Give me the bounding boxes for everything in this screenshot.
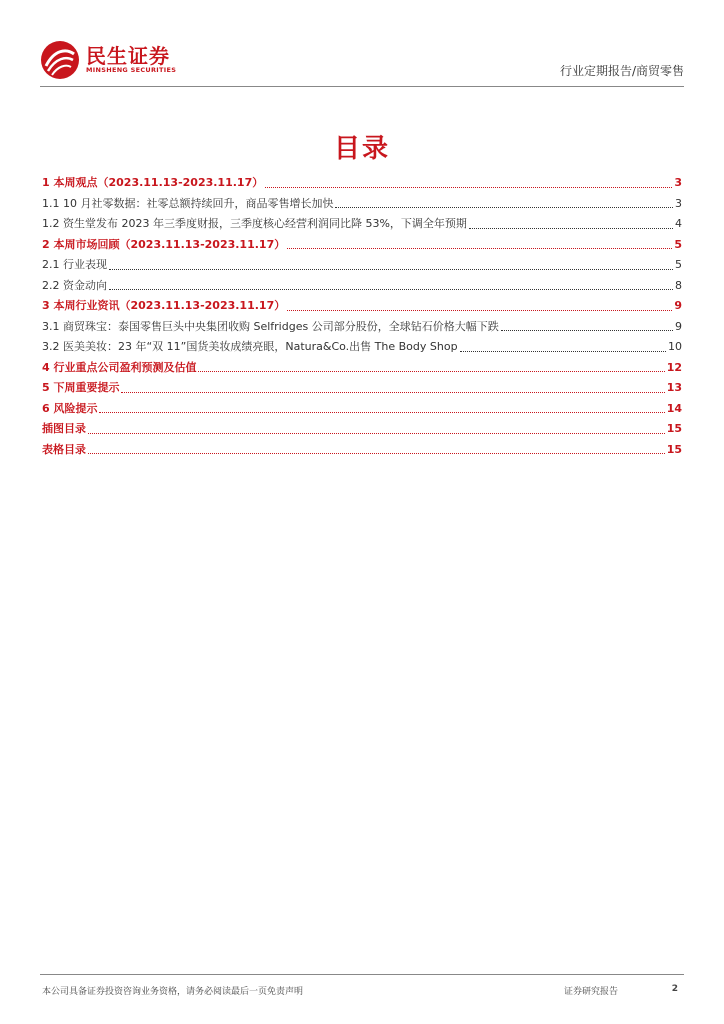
toc-entry-page: 13 xyxy=(666,381,682,394)
toc-entry[interactable] xyxy=(42,174,682,195)
toc-entry[interactable] xyxy=(42,379,682,400)
toc-leader-dots xyxy=(109,289,673,290)
toc-entry-title: 1.1 10 月社零数据：社零总额持续回升，商品零售增长加快 xyxy=(42,196,334,210)
table-of-contents xyxy=(42,174,682,461)
toc-entry[interactable] xyxy=(42,359,682,380)
toc-leader-dots xyxy=(121,392,664,393)
toc-entry[interactable] xyxy=(42,400,682,421)
logo-name-en: MINSHENG SECURITIES xyxy=(86,66,177,74)
toc-entry-title: 6 风险提示 xyxy=(42,401,98,415)
page-header xyxy=(40,36,684,86)
toc-entry-title: 5 下周重要提示 xyxy=(42,381,120,394)
toc-entry-page: 12 xyxy=(666,360,682,374)
toc-leader-dots xyxy=(287,310,672,311)
toc-leader-dots xyxy=(460,351,666,352)
toc-entry[interactable] xyxy=(42,195,682,216)
toc-leader-dots xyxy=(469,228,673,229)
toc-entry-title: 3.2 医美美妆：23 年“双 11”国货美妆成绩亮眼，Natura&Co.出售 The Body Shop xyxy=(42,340,458,353)
toc-leader-dots xyxy=(99,412,664,413)
toc-leader-dots xyxy=(501,330,673,331)
logo-name-cn: 民生证券 xyxy=(86,44,170,68)
footer-doc-type: 证券研究报告 xyxy=(564,987,619,997)
toc-leader-dots xyxy=(335,207,673,208)
toc-entry-page: 5 xyxy=(674,237,682,251)
toc-entry-page: 3 xyxy=(675,196,682,210)
toc-entry-title: 4 行业重点公司盈利预测及估值 xyxy=(42,360,197,374)
toc-entry-title: 插图目录 xyxy=(42,422,86,435)
toc-entry-page: 14 xyxy=(666,401,682,415)
header-divider xyxy=(40,86,684,87)
toc-leader-dots xyxy=(287,248,672,249)
footer-page-number: 2 xyxy=(671,984,678,994)
toc-entry-title: 3.1 商贸珠宝：泰国零售巨头中央集团收购 Selfridges 公司部分股份，全球钻石价格大幅下跌 xyxy=(42,319,499,333)
report-type-label: 行业定期报告/商贸零售 xyxy=(559,64,684,78)
toc-leader-dots xyxy=(88,433,665,434)
toc-entry-page: 3 xyxy=(674,176,682,189)
toc-entry-page: 4 xyxy=(675,217,682,230)
toc-entry-title: 2.2 资金动向 xyxy=(42,278,107,292)
toc-title: 目录 xyxy=(333,134,390,164)
toc-entry[interactable] xyxy=(42,338,682,359)
toc-entry-title: 2 本周市场回顾（2023.11.13-2023.11.17） xyxy=(42,237,286,251)
toc-entry-title: 1 本周观点（2023.11.13-2023.11.17） xyxy=(42,176,264,189)
toc-entry-title: 3 本周行业资讯（2023.11.13-2023.11.17） xyxy=(42,299,286,312)
toc-leader-dots xyxy=(88,453,665,454)
toc-entry[interactable] xyxy=(42,215,682,236)
toc-entry[interactable] xyxy=(42,420,682,441)
toc-entry-page: 9 xyxy=(674,299,682,312)
minsheng-logo-icon xyxy=(40,40,80,80)
toc-entry-page: 10 xyxy=(668,340,682,353)
toc-entry[interactable] xyxy=(42,277,682,298)
toc-entry-page: 15 xyxy=(666,422,682,435)
toc-entry[interactable] xyxy=(42,236,682,257)
toc-entry-title: 2.1 行业表现 xyxy=(42,258,107,271)
toc-leader-dots xyxy=(265,187,672,188)
toc-entry-page: 8 xyxy=(675,278,682,292)
toc-entry-title: 1.2 资生堂发布 2023 年三季度财报，三季度核心经营利润同比降 53%，下调全年预期 xyxy=(42,217,467,230)
toc-entry-title: 表格目录 xyxy=(42,442,86,456)
toc-entry[interactable] xyxy=(42,297,682,318)
toc-entry-page: 5 xyxy=(675,258,682,271)
toc-entry[interactable] xyxy=(42,441,682,462)
toc-entry-page: 15 xyxy=(666,442,682,456)
footer-disclaimer: 本公司具备证券投资咨询业务资格，请务必阅读最后一页免责声明 xyxy=(42,987,304,997)
footer-divider xyxy=(40,974,684,975)
toc-leader-dots xyxy=(109,269,673,270)
toc-entry[interactable] xyxy=(42,256,682,277)
toc-entry-page: 9 xyxy=(675,319,682,333)
toc-leader-dots xyxy=(198,371,664,372)
toc-entry[interactable] xyxy=(42,318,682,339)
